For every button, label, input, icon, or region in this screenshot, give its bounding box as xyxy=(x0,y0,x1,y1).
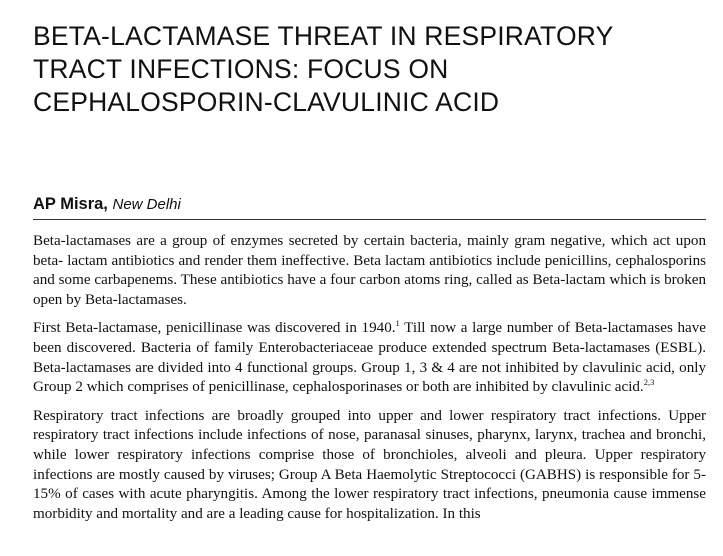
article-page xyxy=(33,0,706,556)
title-line: BETA-LACTAMASE THREAT IN RESPIRATORY xyxy=(33,21,614,51)
body-paragraph: Beta-lactamases are a group of enzymes secreted by certain bacteria, mainly gram negative, which act upon beta- lactam antibiotics and render them ineffective. Beta lactam antibiotics include penicillins, cephalosporins and some carbapenems. These antibiotics have a four carbon atoms ring, called as Beta-lactam which is broken open by Beta-lactamases. xyxy=(33,233,706,308)
article-body xyxy=(33,232,706,533)
paragraph-text: First Beta-lactamase, penicillinase was discovered in 1940. xyxy=(33,320,396,337)
byline xyxy=(33,193,706,216)
body-paragraph: Respiratory tract infections are broadly grouped into upper and lower respiratory tract infections. Upper respiratory tract infections include infections of nose, paranasal sinuses, pharynx, larynx, trachea and bronchi, while lower respiratory infections comprise those of bronchioles, alveoli and pleura. Upper respiratory infections are mostly caused by viruses; Group A Beta Haemolytic Streptococci (GABHS) is responsible for 5-15% of cases with acute pharyngitis. Among the lower respiratory tract infections, pneumonia cause immense morbidity and mortality and are a leading cause for hospitalization. In this xyxy=(33,407,706,522)
byline-divider xyxy=(33,219,706,220)
author-location: New Delhi xyxy=(112,196,181,213)
citation-reference: 2,3 xyxy=(643,377,655,388)
citation-reference: 1 xyxy=(395,318,400,329)
title-line: TRACT INFECTIONS: FOCUS ON xyxy=(33,54,449,84)
article-title xyxy=(33,20,706,119)
title-line: CEPHALOSPORIN-CLAVULINIC ACID xyxy=(33,87,500,117)
author-name: AP Misra, xyxy=(33,195,108,213)
body-paragraph xyxy=(33,319,706,397)
paragraph-text: Till now a large number of Beta-lactamases have been discovered. Bacteria of family Enterobacteriaceae produce extended spectrum Beta-lactamases (ESBL). Beta-lactamases are divided into 4 functional groups. Group 1, 3 & 4 are not inhibited by clavulinic acid, only Group 2 which comprises of penicillinase, cephalosporinases or both are inhibited by clavulinic acid. xyxy=(33,320,706,396)
